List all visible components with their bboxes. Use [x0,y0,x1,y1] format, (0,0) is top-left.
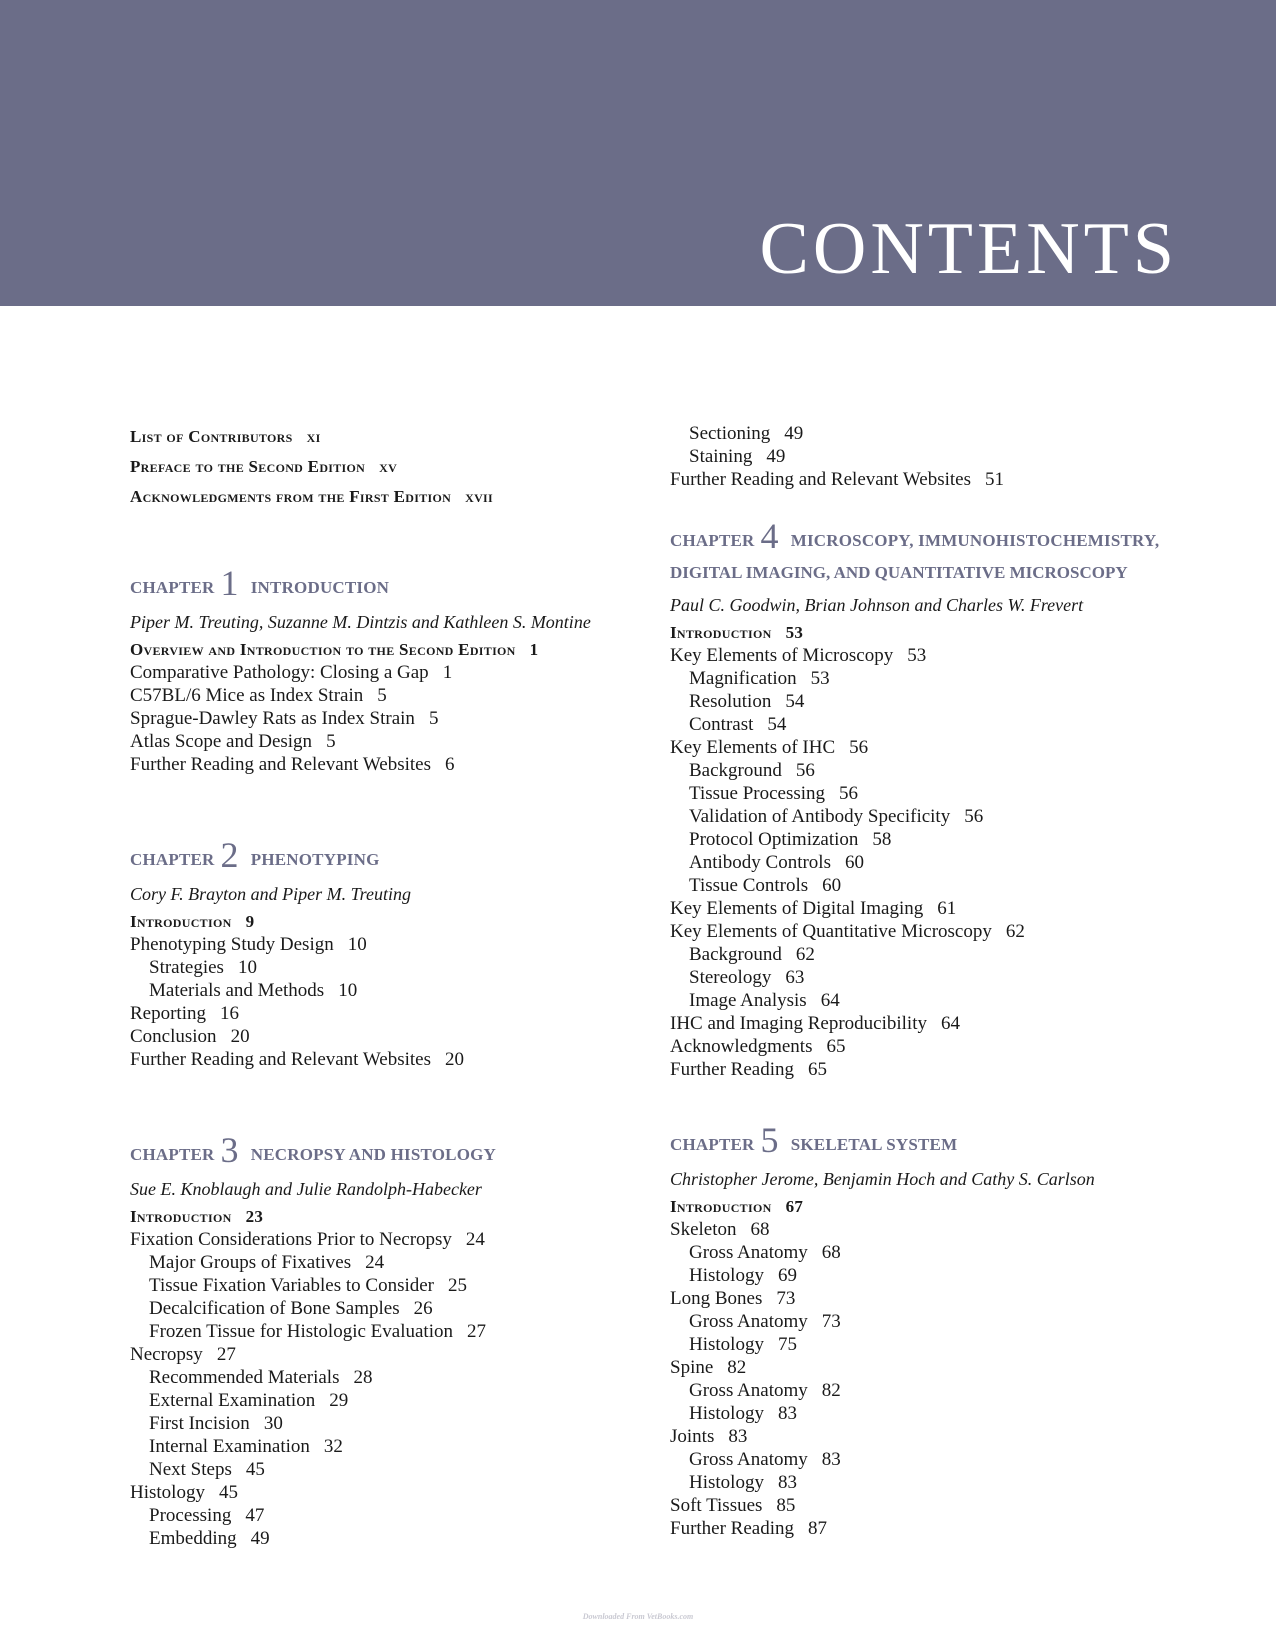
entry-label: Histology [689,1334,764,1355]
entry-page: 69 [777,1265,797,1286]
entry-label: Key Elements of IHC [670,737,836,758]
entry-page: 62 [795,944,815,965]
chapter-number: 5 [760,1120,779,1160]
entry-label: Necropsy [130,1344,203,1365]
entry-label: Histology [689,1265,764,1286]
entry-label: Gross Anatomy [689,1449,808,1470]
entry-page: 67 [785,1197,804,1216]
entry-label: Introduction [130,1207,232,1226]
entry-label: Key Elements of Microscopy [670,645,894,666]
toc-entry[interactable] [670,1241,1190,1264]
entry-page: 53 [785,623,804,642]
entry-page: 54 [767,714,787,735]
entry-page: 56 [849,737,869,758]
entry-label: Recommended Materials [149,1367,340,1388]
toc-entry[interactable] [130,1048,640,1071]
toc-entry[interactable] [670,1218,1190,1241]
entry-page: 5 [326,731,336,752]
entry-label: Strategies [149,957,224,978]
toc-front-item[interactable] [130,422,640,452]
chapter-number: 4 [760,516,779,556]
entry-label: Frozen Tissue for Histologic Evaluation [149,1321,453,1342]
toc-entry[interactable] [670,1494,1190,1517]
entry-label: Introduction [670,623,772,642]
entry-page: 60 [822,875,842,896]
toc-entry[interactable] [130,956,640,979]
entry-page: 45 [245,1459,265,1480]
entry-label: Key Elements of Digital Imaging [670,898,924,919]
entry-page: 65 [808,1059,828,1080]
toc-right-column [670,422,1190,1540]
toc-entry[interactable] [670,1035,1190,1058]
entry-label: Long Bones [670,1288,763,1309]
entry-label: Fixation Considerations Prior to Necropsy [130,1229,452,1250]
entry-page: 30 [263,1413,283,1434]
entry-label: Introduction [130,912,232,931]
entry-page: 82 [727,1357,747,1378]
entry-label: Soft Tissues [670,1495,763,1516]
entry-page: 65 [826,1036,846,1057]
entry-label: Background [689,760,782,781]
toc-entry[interactable] [670,851,1190,874]
toc-entry[interactable] [670,782,1190,805]
chapter-authors: Christopher Jerome, Benjamin Hoch and Cathy S. Carlson [670,1169,1095,1189]
entry-page: 1 [529,640,539,659]
entry-page: 64 [940,1013,960,1034]
chapter-number: 1 [220,563,239,603]
toc-entry[interactable] [670,966,1190,989]
entry-label: Tissue Processing [689,783,826,804]
toc-entry[interactable] [670,897,1190,920]
entry-page: 20 [230,1026,250,1047]
toc-entry[interactable] [130,1002,640,1025]
entry-page: 68 [821,1242,841,1263]
entry-page: 10 [237,957,257,978]
entry-label: Atlas Scope and Design [130,731,313,752]
entry-label: C57BL/6 Mice as Index Strain [130,685,364,706]
toc-entry[interactable] [130,753,640,776]
entry-label: Materials and Methods [149,980,325,1001]
entry-page: 24 [465,1229,485,1250]
toc-entry[interactable] [670,1012,1190,1035]
toc-entry[interactable] [130,979,640,1002]
chapter-label: CHAPTER [670,1135,755,1154]
chapter-title[interactable]: SKELETAL SYSTEM [790,1135,958,1154]
entry-label: Histology [689,1472,764,1493]
entry-page: 75 [777,1334,797,1355]
toc-left-column [130,422,640,1550]
entry-label: Magnification [689,668,797,689]
chapter-authors: Sue E. Knoblaugh and Julie Randolph-Habecker [130,1179,482,1199]
chapter-title[interactable]: INTRODUCTION [250,578,390,597]
entry-page: 23 [245,1207,264,1226]
entry-label: Resolution [689,691,772,712]
entry-page: 6 [445,754,455,775]
toc-entry[interactable] [670,1333,1190,1356]
toc-entry[interactable] [130,1025,640,1048]
entry-label: Internal Examination [149,1436,310,1457]
entry-label: Overview and Introduction to the Second Edition [130,640,516,659]
entry-label: Further Reading and Relevant Websites [670,469,971,490]
entry-label: Further Reading and Relevant Websites [130,1049,431,1070]
entry-page: 5 [377,685,387,706]
entry-label: Decalcification of Bone Samples [149,1298,400,1319]
entry-label: Tissue Controls [689,875,809,896]
entry-label: Spine [670,1357,714,1378]
entry-page: 5 [428,708,439,729]
toc-entry[interactable] [130,1412,640,1435]
entry-page: 28 [353,1367,373,1388]
entry-page: 16 [220,1003,239,1024]
chapter-heading [130,832,640,874]
entry-page: 24 [365,1252,385,1273]
toc-entry[interactable] [670,805,1190,828]
entry-label: Conclusion [130,1026,217,1047]
toc-entry[interactable] [670,667,1190,690]
chapter-2 [130,832,640,1071]
entry-label: Introduction [670,1197,772,1216]
entry-label: Further Reading [670,1059,795,1080]
entry-page: 58 [872,829,892,850]
chapter-heading [670,1117,1190,1159]
toc-entry[interactable] [670,1264,1190,1287]
entry-label: Histology [689,1403,764,1424]
entry-label: List of Contributors [130,427,293,446]
entry-label: Further Reading and Relevant Websites [130,754,431,775]
entry-page: 83 [821,1449,841,1470]
entry-label: Acknowledgments from the First Edition [130,487,452,506]
toc-front-item[interactable] [130,452,640,482]
toc-entry[interactable] [670,422,1190,445]
toc-entry[interactable] [670,713,1190,736]
chapter-authors: Cory F. Brayton and Piper M. Treuting [130,884,411,904]
chapter-label: CHAPTER [130,1145,215,1164]
entry-page: 29 [329,1390,349,1411]
chapter-3 [130,1127,640,1550]
entry-page: 49 [766,446,786,467]
entry-label: Sectioning [689,423,771,444]
entry-page: 56 [964,806,984,827]
toc-entry[interactable] [670,1058,1190,1081]
chapter-number: 3 [220,1130,239,1170]
entry-page: 61 [937,898,957,919]
toc-entry[interactable] [130,1205,640,1228]
toc-entry[interactable] [670,828,1190,851]
entry-label: Contrast [689,714,754,735]
entry-page: 54 [785,691,805,712]
chapter-heading [130,560,640,602]
download-footer: Downloaded From VetBooks.com [582,1612,694,1621]
toc-entry[interactable] [670,1425,1190,1448]
toc-front-item[interactable] [130,482,640,512]
entry-page: 53 [810,668,830,689]
entry-label: Acknowledgments [670,1036,813,1057]
entry-label: Skeleton [670,1219,737,1240]
entry-page: 63 [785,967,805,988]
entry-label: Background [689,944,782,965]
entry-label: Histology [130,1482,205,1503]
chapter-label: CHAPTER [670,531,755,550]
toc-entry[interactable] [670,621,1190,644]
entry-page: 26 [413,1298,433,1319]
entry-page: 53 [907,645,927,666]
entry-label: Validation of Antibody Specificity [689,806,951,827]
entry-page: 85 [776,1495,796,1516]
chapter-heading [130,1127,640,1169]
entry-page: 45 [218,1482,238,1503]
toc-entry[interactable] [130,933,640,956]
toc-entry[interactable] [670,690,1190,713]
entry-label: Further Reading [670,1518,795,1539]
chapter-heading [670,513,1190,555]
entry-page: 62 [1005,921,1025,942]
toc-entry[interactable] [130,1481,640,1504]
entry-label: Key Elements of Quantitative Microscopy [670,921,992,942]
entry-page: 47 [245,1505,265,1526]
toc-entry[interactable] [130,1274,640,1297]
entry-page: 49 [784,423,804,444]
entry-page: 51 [985,469,1004,490]
toc-entry[interactable] [130,1297,640,1320]
entry-label: Processing [149,1505,232,1526]
entry-label: Reporting [130,1003,206,1024]
toc-entry[interactable] [130,1228,640,1251]
toc-entry[interactable] [130,707,640,730]
entry-label: External Examination [149,1390,316,1411]
entry-label: Gross Anatomy [689,1311,808,1332]
entry-page: 10 [347,934,367,955]
entry-page: xvii [465,487,493,506]
entry-page: 73 [776,1288,796,1309]
toc-entry[interactable] [130,1343,640,1366]
entry-page: 83 [777,1403,797,1424]
entry-label: IHC and Imaging Reproducibility [670,1013,927,1034]
entry-label: Joints [670,1426,715,1447]
header-banner [0,0,1276,306]
toc-entry[interactable] [670,1195,1190,1218]
entry-page: 83 [728,1426,748,1447]
entry-label: Antibody Controls [689,852,831,873]
entry-label: Major Groups of Fixatives [149,1252,352,1273]
entry-page: 68 [750,1219,770,1240]
chapter-title-continued[interactable]: DIGITAL IMAGING, AND QUANTITATIVE MICROSCOPY [670,563,1128,582]
toc-entry[interactable] [670,1356,1190,1379]
chapter-label: CHAPTER [130,578,215,597]
entry-page: xv [379,457,398,476]
chapter-title[interactable]: NECROPSY AND HISTOLOGY [250,1145,497,1164]
toc-entry[interactable] [670,874,1190,897]
entry-label: Image Analysis [689,990,807,1011]
entry-page: xi [306,427,321,446]
entry-page: 49 [250,1528,270,1549]
chapter-title[interactable]: MICROSCOPY, IMMUNOHISTOCHEMISTRY, [790,531,1160,550]
toc-entry[interactable] [670,1517,1190,1540]
entry-page: 60 [844,852,864,873]
entry-page: 10 [338,980,358,1001]
entry-label: Embedding [149,1528,237,1549]
entry-page: 64 [820,990,840,1011]
chapter-title[interactable]: PHENOTYPING [250,850,380,869]
toc-entry[interactable] [670,1402,1190,1425]
chapter-5 [670,1117,1190,1540]
toc-entry[interactable] [670,943,1190,966]
entry-label: Sprague-Dawley Rats as Index Strain [130,708,415,729]
entry-page: 9 [245,912,255,931]
toc-entry[interactable] [670,468,1190,491]
toc-entry[interactable] [670,1448,1190,1471]
chapter-number: 2 [220,835,239,875]
entry-label: Comparative Pathology: Closing a Gap [130,662,429,683]
toc-entry[interactable] [670,1310,1190,1333]
entry-page: 20 [445,1049,464,1070]
entry-label: Preface to the Second Edition [130,457,366,476]
chapter-3-continued [670,422,1190,491]
chapter-authors: Paul C. Goodwin, Brian Johnson and Charles W. Frevert [670,595,1084,615]
entry-page: 56 [839,783,859,804]
page-title: CONTENTS [759,208,1178,290]
chapter-authors: Piper M. Treuting, Suzanne M. Dintzis and Kathleen S. Montine [130,612,591,632]
chapter-1 [130,560,640,776]
toc-entry[interactable] [670,759,1190,782]
entry-page: 82 [821,1380,841,1401]
entry-page: 27 [216,1344,236,1365]
entry-label: Stereology [689,967,772,988]
toc-entry[interactable] [130,1527,640,1550]
toc-entry[interactable] [130,638,640,661]
toc-entry[interactable] [130,1458,640,1481]
entry-label: Phenotyping Study Design [130,934,334,955]
toc-entry[interactable] [130,1320,640,1343]
toc-entry[interactable] [130,730,640,753]
entry-page: 1 [442,662,453,683]
toc-entry[interactable] [670,1287,1190,1310]
entry-label: First Incision [149,1413,250,1434]
entry-label: Next Steps [149,1459,232,1480]
toc-entry[interactable] [670,1379,1190,1402]
entry-page: 73 [821,1311,841,1332]
entry-label: Gross Anatomy [689,1380,808,1401]
toc-entry[interactable] [130,1389,640,1412]
toc-entry[interactable] [130,661,640,684]
entry-page: 32 [323,1436,343,1457]
entry-page: 87 [808,1518,828,1539]
toc-entry[interactable] [670,920,1190,943]
entry-page: 83 [777,1472,797,1493]
entry-label: Protocol Optimization [689,829,859,850]
toc-entry[interactable] [670,989,1190,1012]
toc-entry[interactable] [130,684,640,707]
toc-entry[interactable] [130,1435,640,1458]
toc-entry[interactable] [670,644,1190,667]
entry-page: 25 [448,1275,468,1296]
entry-label: Staining [689,446,753,467]
toc-entry[interactable] [670,736,1190,759]
toc-entry[interactable] [670,445,1190,468]
entry-page: 27 [466,1321,486,1342]
front-matter [130,422,640,512]
entry-label: Gross Anatomy [689,1242,808,1263]
toc-entry[interactable] [130,1504,640,1527]
entry-page: 56 [795,760,815,781]
entry-label: Tissue Fixation Variables to Consider [149,1275,435,1296]
toc-entry[interactable] [130,910,640,933]
toc-entry[interactable] [130,1251,640,1274]
toc-entry[interactable] [130,1366,640,1389]
toc-entry[interactable] [670,1471,1190,1494]
chapter-4 [670,513,1190,1081]
chapter-label: CHAPTER [130,850,215,869]
